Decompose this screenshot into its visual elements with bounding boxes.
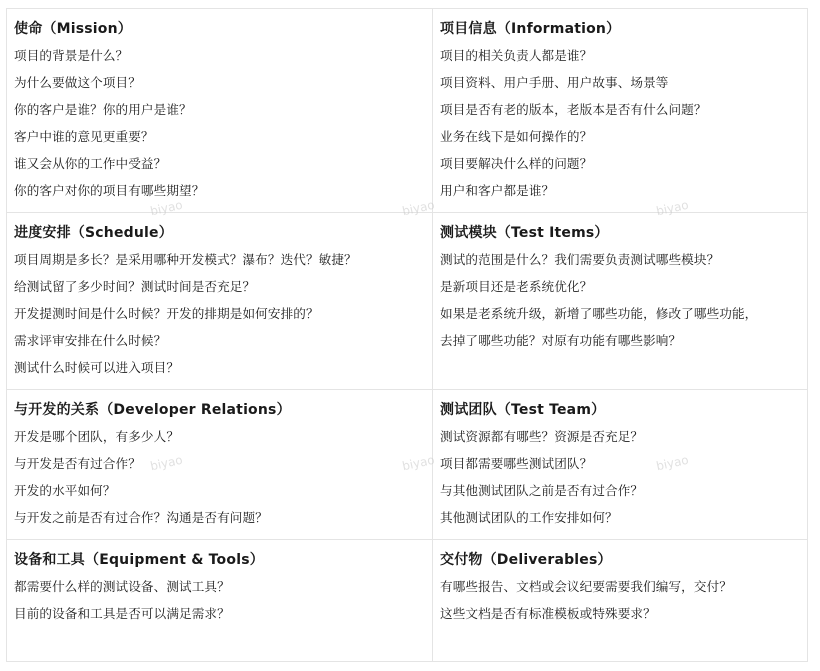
requirements-grid [6, 8, 808, 662]
watermark: biyao [148, 452, 184, 474]
section-mission [7, 9, 432, 212]
section-equipment-tools [7, 540, 432, 662]
list-item: 项目资料、用户手册、用户故事、场景等 [440, 75, 669, 90]
section-developer-relations [7, 390, 432, 539]
list-item: 这些文档是否有标准模板或特殊要求？ [440, 606, 656, 621]
list-item: 开发是哪个团队，有多少人？ [14, 429, 180, 444]
list-item: 谁又会从你的工作中受益？ [14, 156, 167, 171]
section-title: 交付物（Deliverables） [440, 552, 612, 568]
list-item: 目前的设备和工具是否可以满足需求？ [14, 606, 230, 621]
list-item: 其他测试团队的工作安排如何？ [440, 510, 618, 525]
list-item: 需求评审安排在什么时候？ [14, 333, 167, 348]
list-item: 是新项目还是老系统优化？ [440, 279, 593, 294]
list-item: 给测试留了多少时间？测试时间是否充足？ [14, 279, 256, 294]
list-item: 与开发之前是否有过合作？沟通是否有问题？ [14, 510, 268, 525]
section-information [433, 9, 808, 212]
watermark: biyao [400, 452, 436, 474]
list-item: 与开发是否有过合作？ [14, 456, 141, 471]
list-item: 有哪些报告、文档或会议纪要需要我们编写，交付？ [440, 579, 732, 594]
list-item: 用户和客户都是谁？ [440, 183, 555, 198]
list-item: 项目要解决什么样的问题？ [440, 156, 593, 171]
section-title: 使命（Mission） [14, 21, 132, 37]
list-item: 项目的相关负责人都是谁？ [440, 48, 593, 63]
list-item: 去掉了哪些功能？对原有功能有哪些影响？ [440, 333, 682, 348]
list-item: 你的客户是谁？你的用户是谁？ [14, 102, 192, 117]
section-title: 进度安排（Schedule） [14, 225, 173, 241]
list-item: 项目是否有老的版本，老版本是否有什么问题？ [440, 102, 707, 117]
list-item: 为什么要做这个项目？ [14, 75, 141, 90]
list-item: 都需要什么样的测试设备、测试工具？ [14, 579, 230, 594]
list-item: 项目周期是多长？是采用哪种开发模式？瀑布？迭代？敏捷？ [14, 252, 357, 267]
list-item: 业务在线下是如何操作的？ [440, 129, 593, 144]
list-item: 你的客户对你的项目有哪些期望？ [14, 183, 205, 198]
watermark: biyao [654, 197, 690, 219]
section-title: 项目信息（Information） [440, 21, 621, 37]
list-item: 项目都需要哪些测试团队？ [440, 456, 593, 471]
list-item: 与其他测试团队之前是否有过合作？ [440, 483, 644, 498]
section-title: 测试团队（Test Team） [440, 402, 606, 418]
section-test-items [433, 213, 808, 389]
list-item: 测试的范围是什么？我们需要负责测试哪些模块？ [440, 252, 720, 267]
section-title: 测试模块（Test Items） [440, 225, 609, 241]
section-schedule [7, 213, 432, 389]
list-item: 客户中谁的意见更重要？ [14, 129, 154, 144]
list-item: 开发提测时间是什么时候？开发的排期是如何安排的？ [14, 306, 319, 321]
watermark: biyao [400, 197, 436, 219]
section-title: 与开发的关系（Developer Relations） [14, 402, 291, 418]
list-item: 测试资源都有哪些？资源是否充足？ [440, 429, 644, 444]
list-item: 开发的水平如何？ [14, 483, 116, 498]
section-deliverables [433, 540, 808, 662]
watermark: biyao [148, 197, 184, 219]
list-item: 项目的背景是什么？ [14, 48, 129, 63]
watermark: biyao [654, 452, 690, 474]
section-test-team [433, 390, 808, 539]
list-item: 测试什么时候可以进入项目？ [14, 360, 180, 375]
list-item: 如果是老系统升级，新增了哪些功能，修改了哪些功能， [440, 306, 758, 321]
section-title: 设备和工具（Equipment & Tools） [14, 552, 264, 568]
